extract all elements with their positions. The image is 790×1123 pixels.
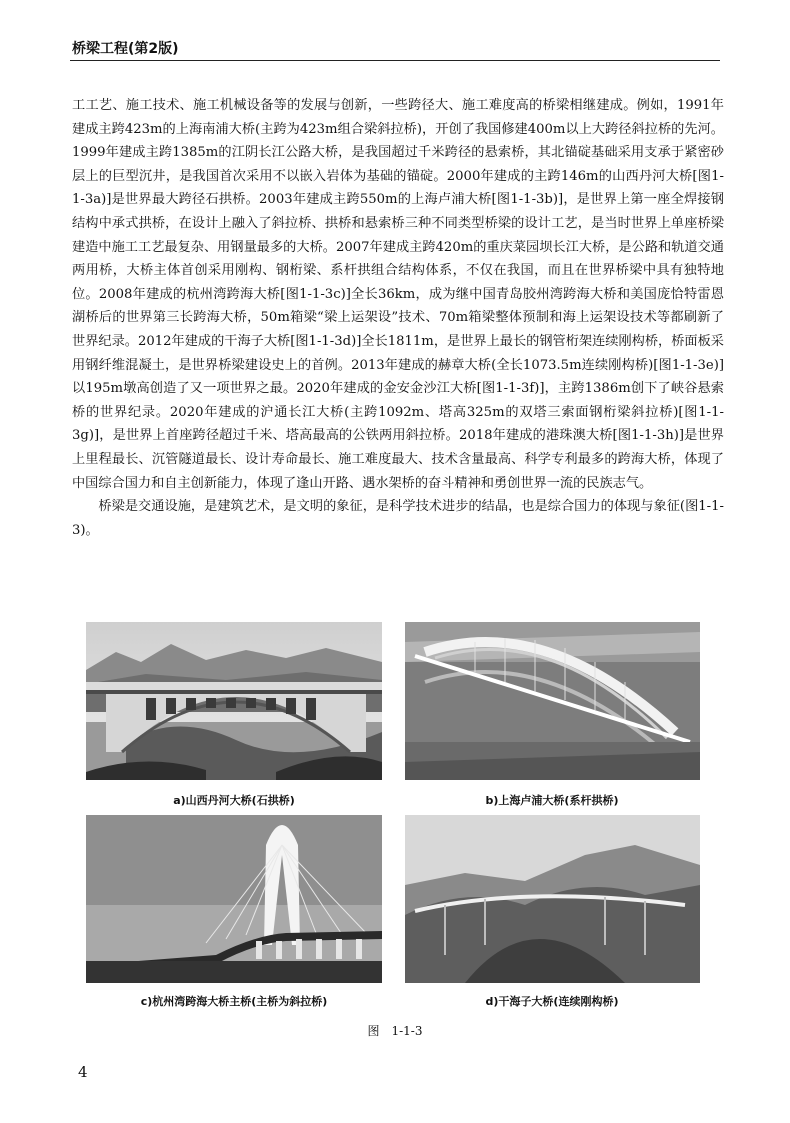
- figure-caption-a: a)山西丹河大桥(石拱桥): [173, 794, 295, 807]
- photo-hangzhou-bay-bridge: [86, 815, 382, 983]
- paragraph: 工工艺、施工技术、施工机械设备等的发展与创新，一些跨径大、施工难度高的桥梁相继建成。例如，1991年建成主跨423m的上海南浦大桥(主跨为423m组合梁斜拉桥)，开创了我国修建400m以上大跨径斜拉桥的先河。1999年建成主跨1385m的江阴长江公路大桥，是我国超过千米跨径的悬索桥，其北锚碇基础采用支承于紧密砂层上的巨型沉井，是我国首次采用不以嵌入岩体为基础的锚碇。2000年建成的主跨146m的山西丹河大桥[图1-1-3a)]是世界最大跨径石拱桥。2003年建成主跨550m的上海卢浦大桥[图1-1-3b)]，是世界上第一座全焊接钢结构中承式拱桥，在设计上融入了斜拉桥、拱桥和悬索桥三种不同类型桥梁的设计工艺，是当时世界上单座桥梁建造中施工工艺最复杂、用钢量最多的大桥。2007年建成主跨420m的重庆菜园坝长江大桥，是公路和轨道交通两用桥，大桥主体首创采用刚构、钢桁梁、系杆拱组合结构体系，不仅在我国，而且在世界桥梁中具有独特地位。2008年建成的杭州湾跨海大桥[图1-1-3c)]全长36km，成为继中国青岛胶州湾跨海大桥和美国庞恰特雷恩湖桥后的世界第三长跨海大桥，50m箱梁“梁上运架设”技术、70m箱梁整体预制和海上运架设技术等都刷新了世界纪录。2012年建成的干海子大桥[图1-1-3d)]全长1811m，是世界上最长的钢管桁架连续刚构桥，桥面板采用钢纤维混凝土，是世界桥梁建设史上的首例。2013年建成的赫章大桥(全长1073.5m连续刚构桥)[图1-1-3e)]以195m墩高创造了又一项世界之最。2020年建成的金安金沙江大桥[图1-1-3f)]，主跨1386m创下了峡谷悬索桥的世界纪录。2020年建成的沪通长江大桥(主跨1092m、塔高325m的双塔三索面钢桁梁斜拉桥)[图1-1-3g)]，是世界上首座跨径超过千米、塔高最高的公铁两用斜拉桥。2018年建成的港珠澳大桥[图1-1-3h)]是世界上里程最长、沉管隧道最长、设计寿命最长、施工难度最大、技术含量最高、科学专利最多的跨海大桥，体现了中国综合国力和自主创新能力，体现了逢山开路、遇水架桥的奋斗精神和勇创世界一流的民族志气。: [72, 98, 724, 491]
- figure-caption-c: c)杭州湾跨海大桥主桥(主桥为斜拉桥): [140, 995, 328, 1008]
- figure-number: 图 1-1-3: [367, 1024, 423, 1038]
- body-text: [72, 94, 724, 542]
- header-rule: [70, 60, 720, 61]
- page-number: 4: [78, 1063, 88, 1081]
- figure-caption-b: b)上海卢浦大桥(系杆拱桥): [485, 794, 619, 807]
- paragraph: 桥梁是交通设施，是建筑艺术，是文明的象征，是科学技术进步的结晶，也是综合国力的体现与象征(图1-1-3)。: [72, 499, 724, 538]
- photo-danhe-bridge: [86, 622, 382, 780]
- figure-caption-d: d)干海子大桥(连续刚构桥): [485, 995, 619, 1008]
- running-header: 桥梁工程(第2版): [72, 41, 179, 57]
- photo-ganhaizi-bridge: [405, 815, 700, 983]
- photo-lupu-bridge: [405, 622, 700, 780]
